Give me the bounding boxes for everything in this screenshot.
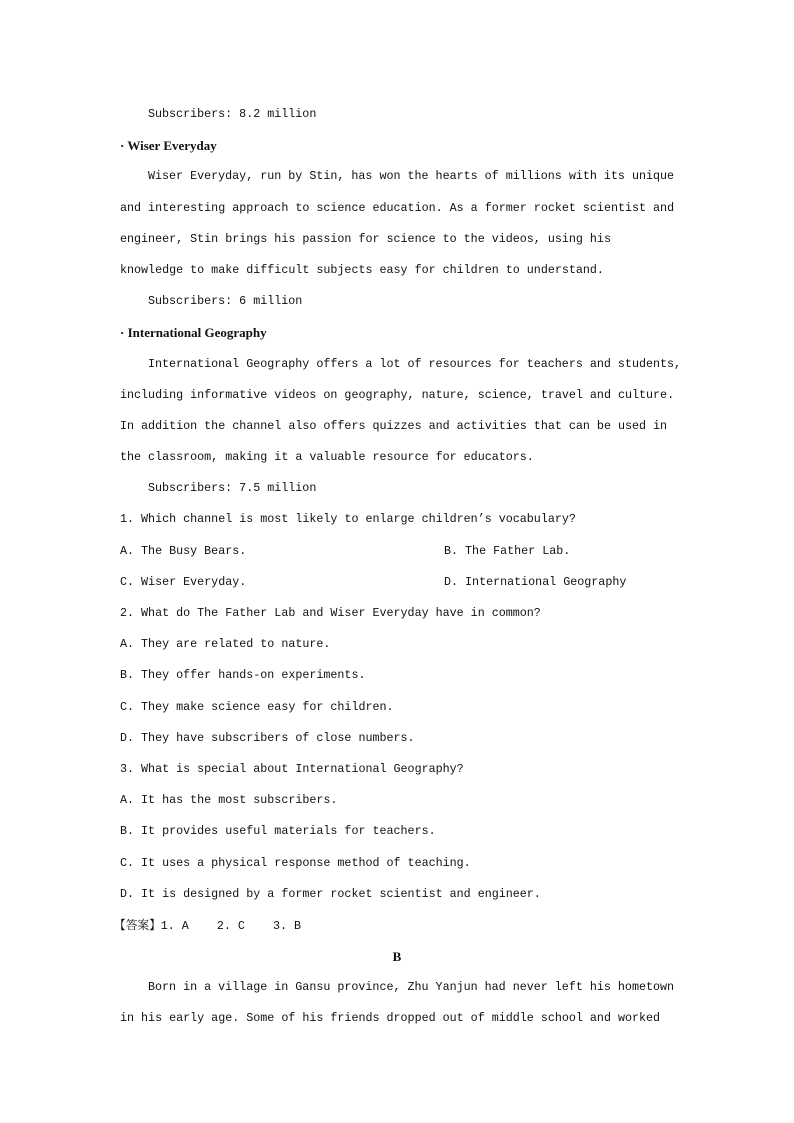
answer-text: 1. A 2. C 3. B	[160, 918, 302, 933]
passage-title: B	[392, 949, 402, 965]
section-heading: · Wiser Everyday	[120, 138, 217, 154]
question-stem: 2. What do The Father Lab and Wiser Everyday have in common?	[120, 606, 541, 620]
paragraph-line: Wiser Everyday, run by Stin, has won the hearts of millions with its unique	[148, 169, 675, 184]
question-stem: 3. What is special about International Geography?	[120, 761, 464, 776]
paragraph-line: including informative videos on geography, nature, science, travel and culture.	[120, 387, 675, 402]
paragraph-line: Born in a village in Gansu province, Zhu Yanjun had never left his hometown	[148, 980, 675, 995]
question-stem: 1. Which channel is most likely to enlarge children’s vocabulary?	[120, 512, 576, 527]
option: A. They are related to nature.	[120, 637, 331, 652]
section-heading: · International Geography	[120, 325, 267, 341]
paragraph-line: in his early age. Some of his friends dropped out of middle school and worked	[120, 1011, 661, 1026]
paragraph-line: knowledge to make difficult subjects easy for children to understand.	[120, 262, 604, 277]
subscribers-text: Subscribers: 6 million	[148, 294, 303, 309]
paragraph-line: the classroom, making it a valuable resource for educators.	[120, 450, 534, 465]
option: B. The Father Lab.	[444, 543, 571, 558]
option: A. It has the most subscribers.	[120, 793, 338, 808]
option-row	[120, 567, 680, 598]
answer-label: 【答案】	[114, 917, 161, 932]
option: D. International Geography	[444, 574, 627, 589]
paragraph-line: and interesting approach to science education. As a former rocket scientist and	[120, 200, 675, 215]
paragraph-line: engineer, Stin brings his passion for science to the videos, using his	[120, 231, 611, 246]
answer-line	[114, 910, 680, 941]
subscribers-text: Subscribers: 7.5 million	[148, 481, 317, 496]
option: D. It is designed by a former rocket scientist and engineer.	[120, 886, 541, 901]
subscribers-text: Subscribers: 8.2 million	[148, 107, 317, 121]
option: D. They have subscribers of close numbers.	[120, 730, 415, 745]
option: B. It provides useful materials for teachers.	[120, 824, 436, 839]
option: C. It uses a physical response method of teaching.	[120, 855, 471, 870]
option-row	[120, 536, 680, 567]
option: C. Wiser Everyday.	[120, 574, 247, 589]
option: A. The Busy Bears.	[120, 543, 247, 558]
paragraph-line: International Geography offers a lot of resources for teachers and students,	[148, 356, 682, 371]
option: B. They offer hands-on experiments.	[120, 668, 366, 683]
document-page	[114, 99, 682, 1035]
paragraph-line: In addition the channel also offers quizzes and activities that can be used in	[120, 418, 668, 433]
option: C. They make science easy for children.	[120, 699, 394, 714]
